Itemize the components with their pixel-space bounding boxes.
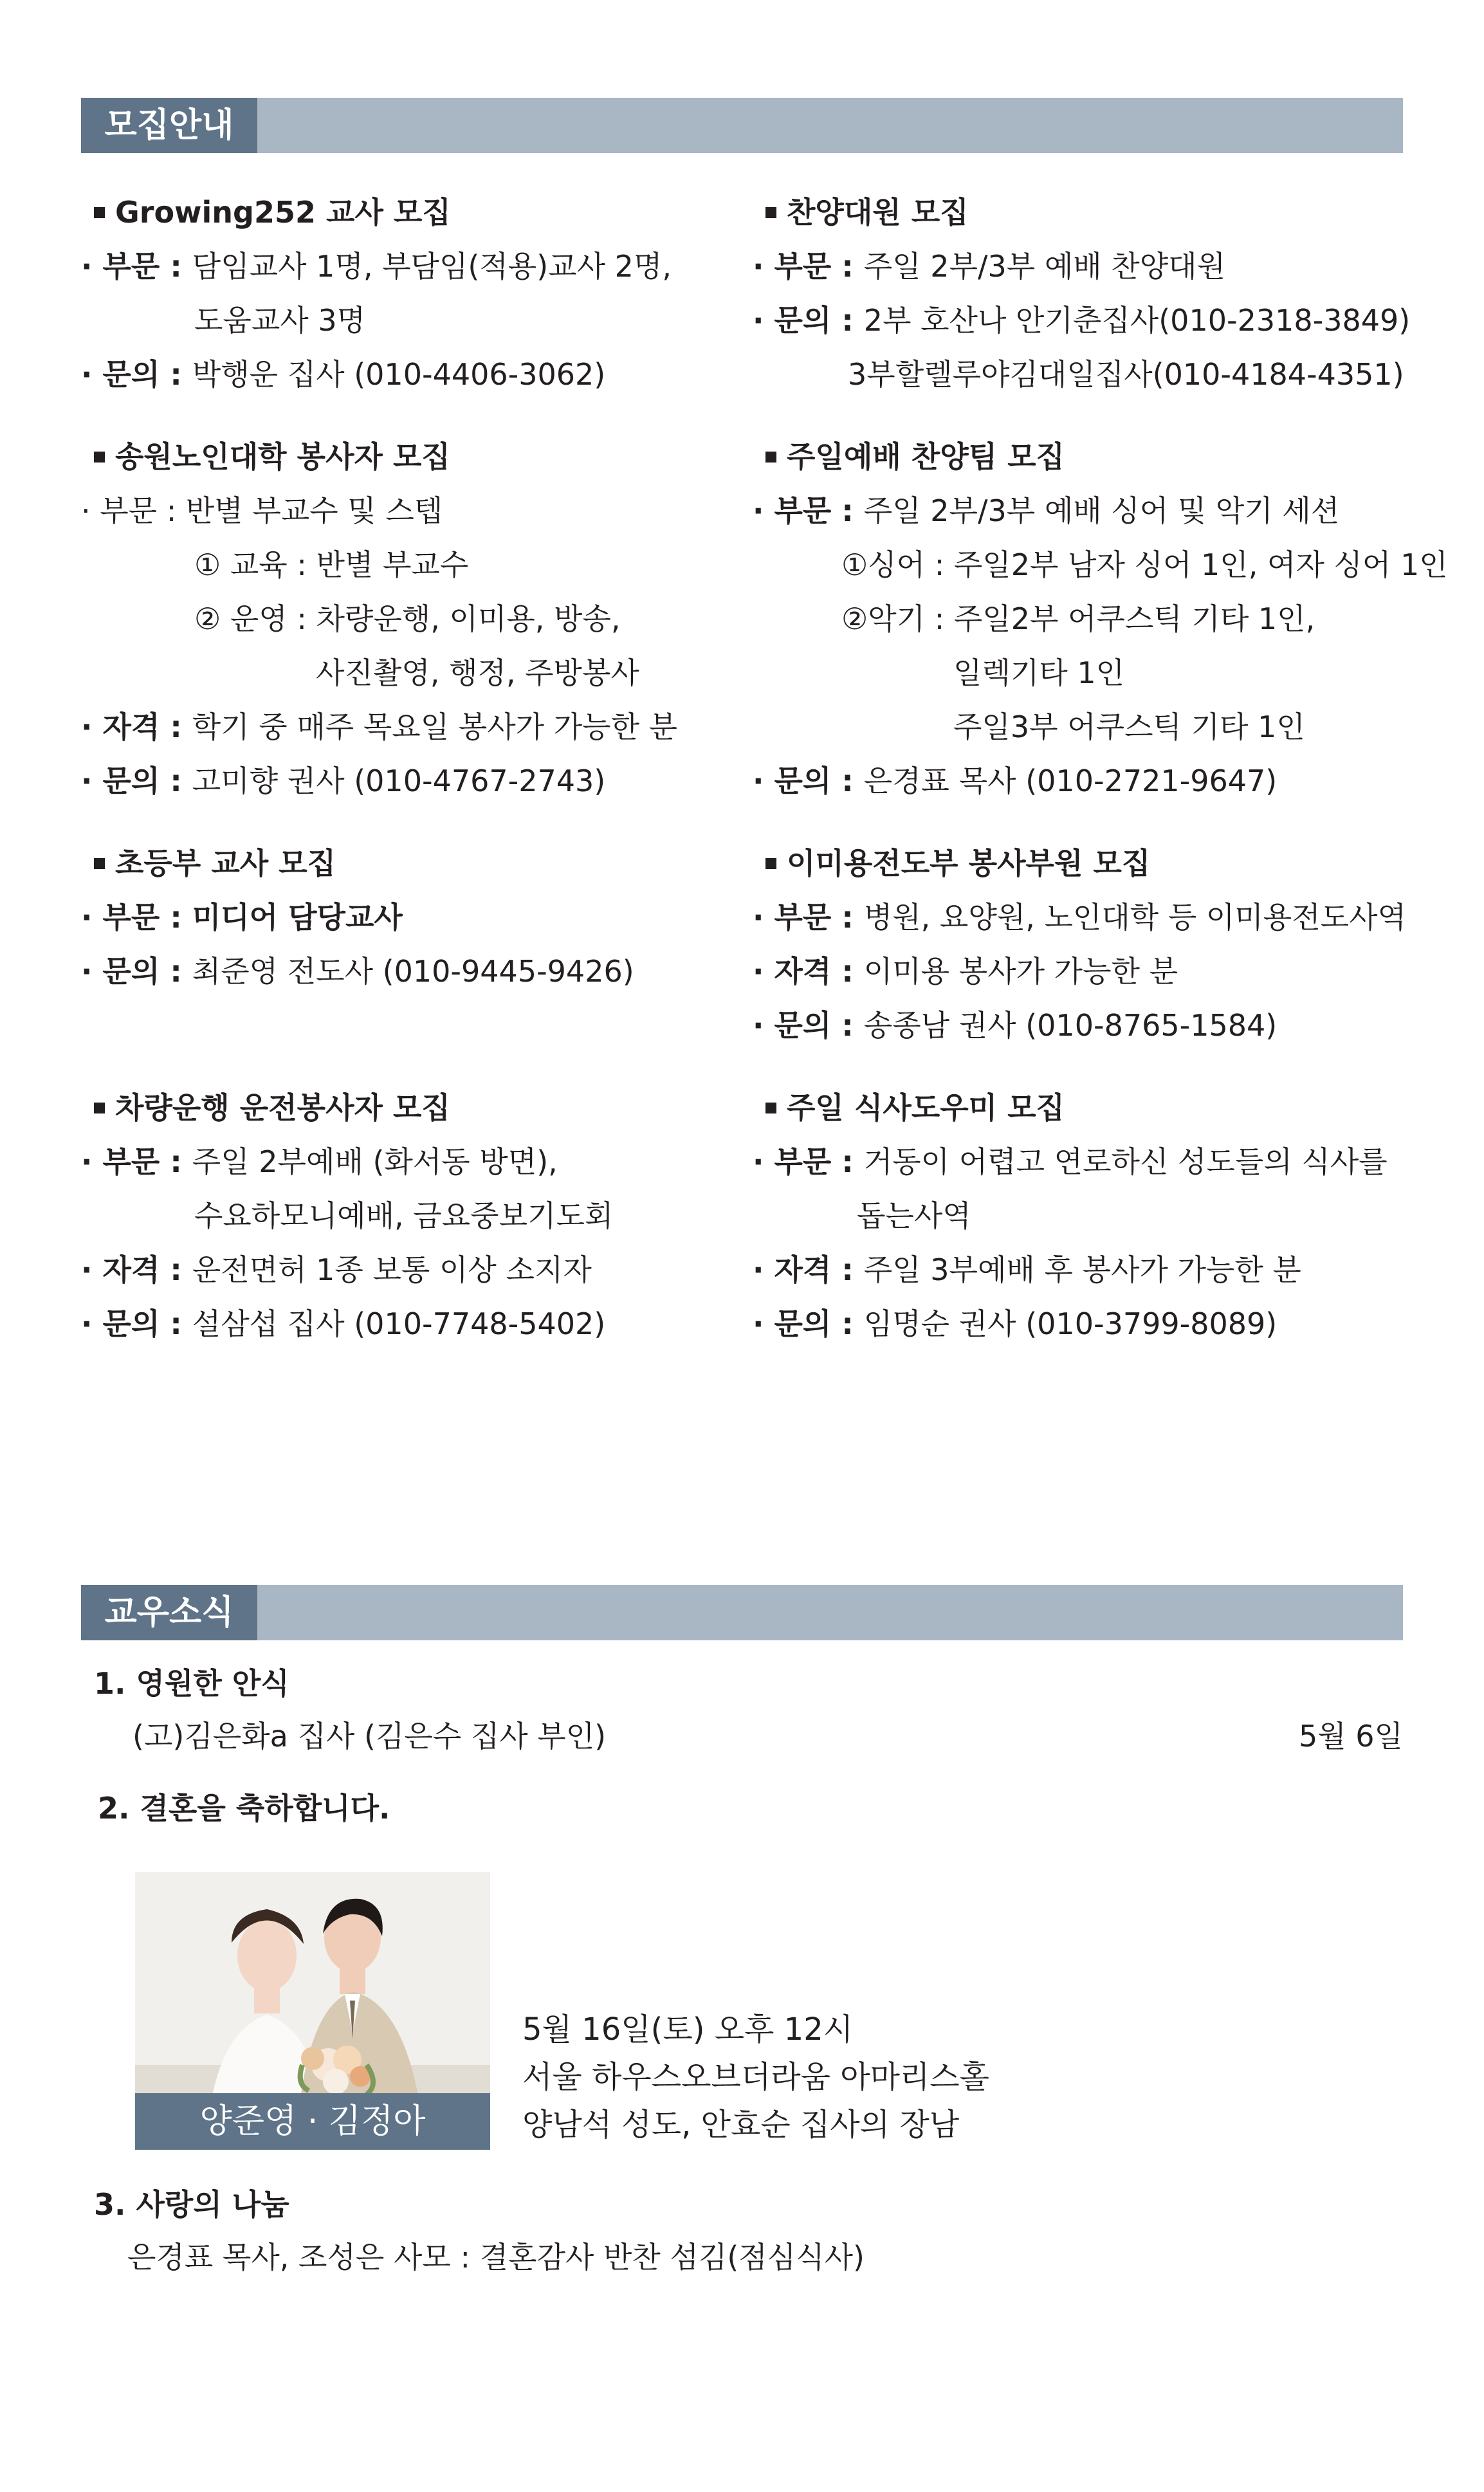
row-text: 고미향 권사 (010-4767-2743) <box>192 764 606 798</box>
news-item-sharing <box>94 2178 865 2284</box>
row-label: · 문의 : <box>81 954 192 989</box>
row-text: 주일 2부/3부 예배 찬양대원 <box>863 249 1226 284</box>
row-text: 주일 2부예배 (화서동 방면), <box>192 1144 558 1179</box>
row-label: · 자격 : <box>81 710 192 744</box>
recruit-header-bar <box>81 98 1403 153</box>
recruit-item-title: 초등부 교사 모집 <box>115 846 336 881</box>
recruit-item-title: Growing252 교사 모집 <box>115 195 451 230</box>
row-indent: ①싱어 : 주일2부 남자 싱어 1인, 여자 싱어 1인 <box>841 547 1448 582</box>
recruit-item-title: 찬양대원 모집 <box>787 195 969 230</box>
row-text: 주일 2부/3부 예배 싱어 및 악기 세션 <box>863 493 1340 528</box>
wedding-info <box>522 2006 989 2148</box>
recruit-item-songwon <box>81 430 677 808</box>
news-text: (고)김은화a 집사 (김은수 집사 부인) <box>133 1719 607 1754</box>
recruit-item-title: 주일 식사도우미 모집 <box>787 1090 1065 1125</box>
row-text: 거동이 어렵고 연로하신 성도들의 식사를 <box>863 1144 1388 1179</box>
recruit-item-title: 이미용전도부 봉사부원 모집 <box>787 846 1151 881</box>
news-header-title: 교우소식 <box>81 1585 257 1640</box>
news-header-bar <box>81 1585 1403 1640</box>
row-text: 반별 부교수 및 스텝 <box>185 493 443 528</box>
row-text: 이미용 봉사가 가능한 분 <box>863 954 1178 989</box>
row-label: · 부문 : <box>81 900 192 935</box>
row-indent: 3부할렐루야김대일집사(010-4184-4351) <box>848 357 1404 392</box>
row-text: 병원, 요양원, 노인대학 등 이미용전도사역 <box>863 900 1406 935</box>
recruit-item-meal-helper <box>753 1081 1388 1351</box>
bullet-square-icon <box>765 1103 776 1113</box>
row-text: 송종남 권사 (010-8765-1584) <box>863 1008 1278 1043</box>
news-date: 5월 6일 <box>1298 1719 1403 1754</box>
bullet-square-icon <box>94 452 105 463</box>
row-text: 미디어 담당교사 <box>192 900 403 935</box>
bullet-square-icon <box>94 207 105 218</box>
wedding-info-line: 양남석 성도, 안효순 집사의 장남 <box>522 2107 960 2143</box>
bullet-square-icon <box>765 858 776 869</box>
recruit-item-choir <box>753 185 1410 401</box>
row-indent: ① 교육 : 반별 부교수 <box>194 547 469 582</box>
row-label: · 부문 : <box>753 493 864 528</box>
news-item-wedding-heading <box>98 1782 390 1835</box>
row-indent: 주일3부 어쿠스틱 기타 1인 <box>953 710 1305 744</box>
row-label: · 부문 : <box>753 1144 864 1179</box>
row-indent: 일렉기타 1인 <box>953 655 1125 690</box>
row-indent: 돕는사역 <box>857 1198 971 1233</box>
row-label: · 부문 : <box>753 249 864 284</box>
recruit-item-beauty <box>753 836 1406 1052</box>
recruit-item-praise-team <box>753 430 1448 808</box>
bullet-square-icon <box>94 1103 105 1113</box>
row-label: · 문의 : <box>753 1008 864 1043</box>
recruit-item-growing252 <box>81 185 672 401</box>
row-indent: ② 운영 : 차량운행, 이미용, 방송, <box>194 601 621 636</box>
recruit-item-driver <box>81 1081 613 1351</box>
row-text: 담임교사 1명, 부담임(적용)교사 2명, <box>192 249 672 284</box>
wedding-info-line: 서울 하우스오브더라움 아마리스홀 <box>522 2059 990 2095</box>
row-label: · 자격 : <box>753 1252 864 1287</box>
row-text: 설삼섭 집사 (010-7748-5402) <box>192 1306 606 1341</box>
row-text: 박행운 집사 (010-4406-3062) <box>192 357 606 392</box>
bullet-square-icon <box>765 452 776 463</box>
row-label: · 자격 : <box>753 954 864 989</box>
row-label: · 자격 : <box>81 1252 192 1287</box>
recruit-item-title: 차량운행 운전봉사자 모집 <box>115 1090 450 1125</box>
news-heading: 3. 사랑의 나눔 <box>94 2187 289 2222</box>
recruit-item-title: 송원노인대학 봉사자 모집 <box>115 439 450 474</box>
news-item-rest <box>94 1657 606 1763</box>
row-indent: 사진촬영, 행정, 주방봉사 <box>316 655 639 690</box>
row-indent: 수요하모니예배, 금요중보기도회 <box>194 1198 614 1233</box>
row-label: · 문의 : <box>81 1306 192 1341</box>
row-indent: 도움교사 3명 <box>194 303 366 338</box>
bullet-square-icon <box>765 207 776 218</box>
news-text: 은경표 목사, 조성은 사모 : 결혼감사 반찬 섬김(점심식사) <box>127 2240 865 2275</box>
row-text: 학기 중 매주 목요일 봉사가 가능한 분 <box>192 710 678 744</box>
row-label: · 부문 : <box>81 493 186 528</box>
row-label: · 부문 : <box>81 1144 192 1179</box>
recruit-item-title: 주일예배 찬양팀 모집 <box>787 439 1065 474</box>
row-text: 최준영 전도사 (010-9445-9426) <box>192 954 634 989</box>
wedding-info-line: 5월 16일(토) 오후 12시 <box>522 2011 854 2048</box>
row-label: · 부문 : <box>753 900 864 935</box>
row-text: 2부 호산나 안기춘집사(010-2318-3849) <box>863 303 1411 338</box>
row-label: · 문의 : <box>753 303 864 338</box>
row-label: · 문의 : <box>81 357 192 392</box>
row-indent: ②악기 : 주일2부 어쿠스틱 기타 1인, <box>841 601 1315 636</box>
row-label: · 문의 : <box>753 764 864 798</box>
row-text: 임명순 권사 (010-3799-8089) <box>863 1306 1278 1341</box>
row-text: 운전면허 1종 보통 이상 소지자 <box>192 1252 592 1287</box>
bullet-square-icon <box>94 858 105 869</box>
news-heading: 2. 결혼을 축하합니다. <box>98 1791 390 1826</box>
row-label: · 부문 : <box>81 249 192 284</box>
row-label: · 문의 : <box>753 1306 864 1341</box>
recruit-item-elementary <box>81 836 634 998</box>
row-label: · 문의 : <box>81 764 192 798</box>
wedding-photo-caption: 양준영 · 김정아 <box>135 2093 490 2150</box>
row-text: 은경표 목사 (010-2721-9647) <box>863 764 1278 798</box>
news-heading: 1. 영원한 안식 <box>94 1666 289 1701</box>
row-text: 주일 3부예배 후 봉사가 가능한 분 <box>863 1252 1301 1287</box>
recruit-header-title: 모집안내 <box>81 98 257 153</box>
